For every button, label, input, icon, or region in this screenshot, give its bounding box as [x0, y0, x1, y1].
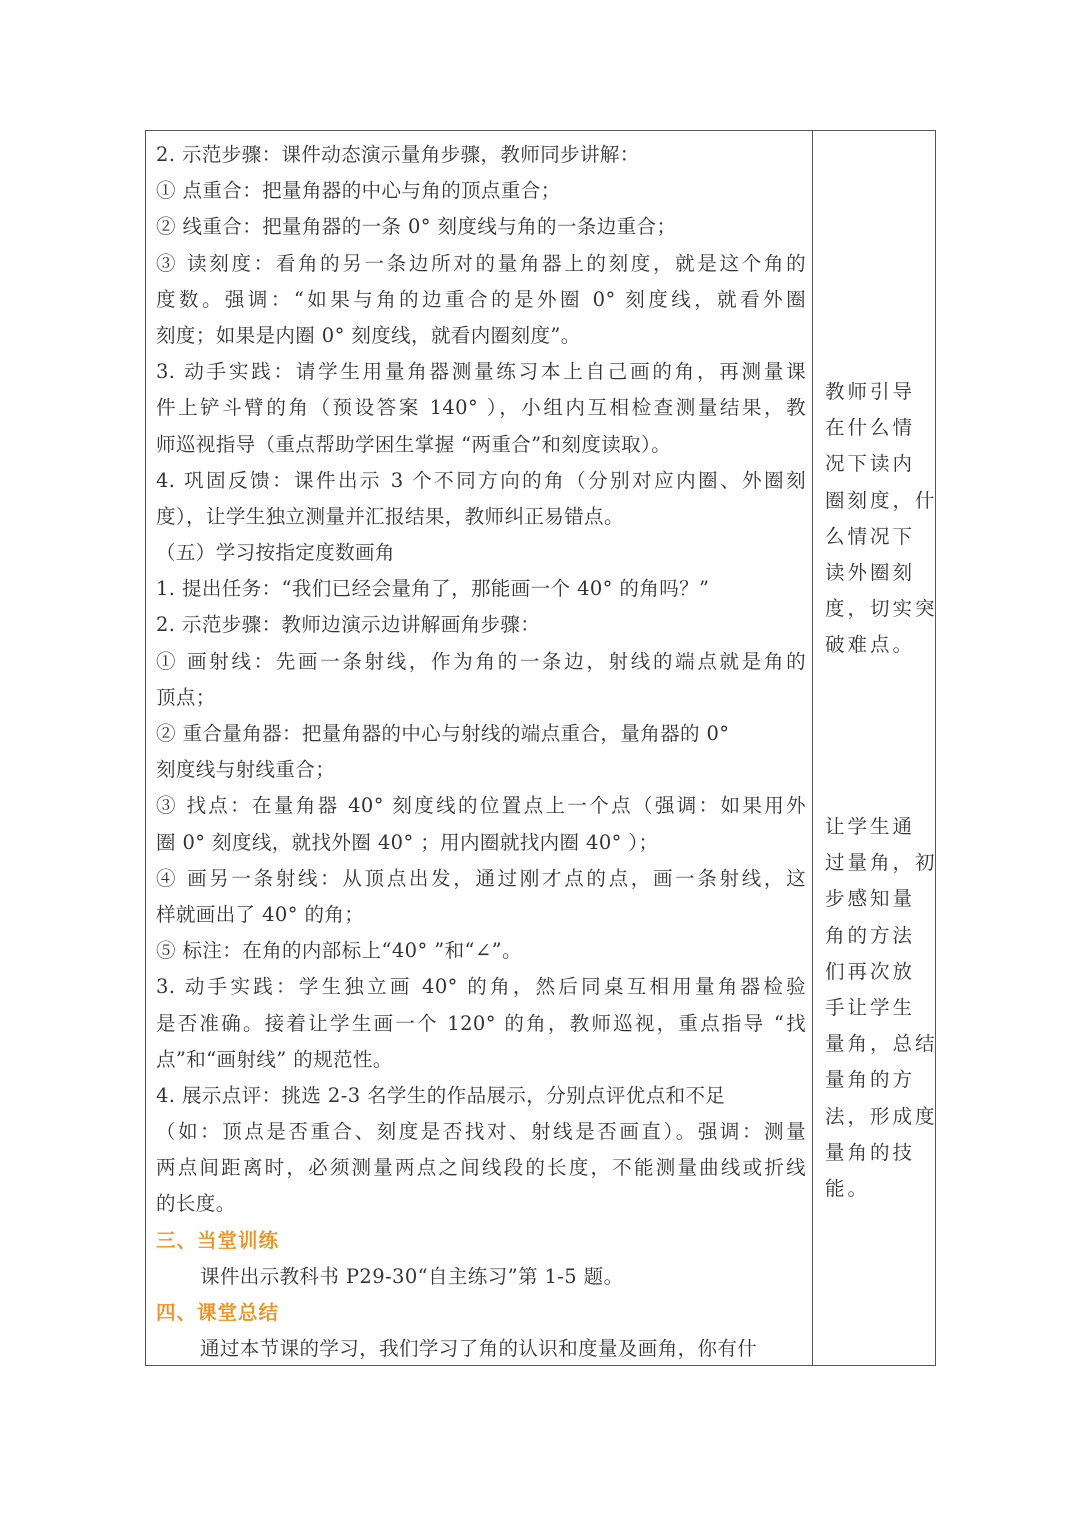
- text-line: 圈 0° 刻度线，就找外圈 40° ；用内圈就找内圈 40° ）；: [156, 830, 659, 854]
- note-line: 角的方法: [825, 923, 916, 947]
- text-line: ⑤ 标注：在角的内部标上“40° ”和“∠”。: [156, 939, 522, 963]
- text-line: ② 重合量角器：把量角器的中心与射线的端点重合，量角器的 0°: [156, 722, 730, 745]
- text-line: 1. 提出任务：“我们已经会量角了，那能画一个 40° 的角吗？”: [156, 577, 710, 601]
- section-heading-practice: 三、当堂训练: [156, 1228, 280, 1252]
- main-content-cell: [156, 137, 806, 1367]
- note-line: 让学生通: [825, 815, 916, 838]
- note-line: 么情况下: [825, 524, 916, 548]
- note-line: 量角的方: [825, 1068, 916, 1092]
- text-line: 3. 动手实践：请学生用量角器测量练习本上自己画的角，再测量课: [156, 360, 806, 384]
- text-line: 件上铲斗臂的角（预设答案 140° ），小组内互相检查测量结果，教: [156, 396, 806, 420]
- text-line: 2. 示范步骤：课件动态演示量角步骤，教师同步讲解：: [156, 143, 640, 166]
- note-line: 过量角，初: [825, 851, 938, 875]
- note-line: 读外圈刻: [825, 560, 916, 584]
- text-line: ② 线重合：把量角器的一条 0° 刻度线与角的一条边重合；: [156, 215, 677, 239]
- text-line: 师巡视指导（重点帮助学困生掌握 “两重合”和刻度读取）。: [156, 432, 672, 456]
- text-line: 点”和“画射线” 的规范性。: [156, 1047, 393, 1071]
- note-line: 量角的技: [825, 1140, 916, 1164]
- summary-text: 通过本节课的学习，我们学习了角的认识和度量及画角，你有什: [200, 1337, 758, 1361]
- text-line: 顶点；: [156, 685, 216, 709]
- text-line: ③ 读刻度：看角的另一条边所对的量角器上的刻度，就是这个角的: [156, 251, 806, 275]
- text-line: 4. 展示点评：挑选 2-3 名学生的作品展示，分别点评优点和不足: [156, 1083, 726, 1107]
- side-note-reading-scale: [825, 374, 938, 664]
- note-line: 破难点。: [825, 633, 916, 657]
- note-line: 教师引导: [825, 380, 916, 403]
- text-line: （如：顶点是否重合、刻度是否找对、射线是否画直）。强调：测量: [156, 1120, 806, 1144]
- column-divider: [812, 131, 813, 1365]
- text-line: ① 画射线：先画一条射线，作为角的一条边，射线的端点就是角的: [156, 649, 806, 673]
- note-line: 法，形成度: [825, 1104, 938, 1128]
- subsection-heading: （五）学习按指定度数画角: [156, 541, 395, 565]
- text-line: 是否准确。接着让学生画一个 120° 的角，教师巡视，重点指导 “找: [156, 1011, 806, 1035]
- text-line: 样就画出了 40° 的角；: [156, 902, 365, 926]
- note-line: 圈刻度，什: [825, 488, 938, 512]
- text-line: ① 点重合：把量角器的中心与角的顶点重合；: [156, 179, 561, 203]
- text-line: 两点间距离时，必须测量两点之间线段的长度，不能测量曲线或折线: [156, 1156, 806, 1180]
- text-line: 的长度。: [156, 1192, 236, 1216]
- text-line: 刻度；如果是内圈 0° 刻度线，就看内圈刻度”。: [156, 323, 581, 347]
- note-line: 手让学生: [825, 995, 916, 1019]
- section-heading-summary: 四、课堂总结: [156, 1301, 280, 1324]
- text-line: 2. 示范步骤：教师边演示边讲解画角步骤：: [156, 613, 541, 637]
- text-line: 4. 巩固反馈：课件出示 3 个不同方向的角（分别对应内圈、外圈刻: [156, 468, 806, 492]
- note-line: 步感知量: [825, 887, 916, 911]
- text-line: 3. 动手实践：学生独立画 40° 的角，然后同桌互相用量角器检验: [156, 975, 806, 999]
- practice-text: 课件出示教科书 P29-30“自主练习”第 1-5 题。: [200, 1264, 624, 1288]
- note-line: 们再次放: [825, 959, 916, 983]
- text-line: ③ 找点：在量角器 40° 刻度线的位置点上一个点（强调：如果用外: [156, 794, 806, 818]
- note-line: 量角，总结: [825, 1032, 938, 1056]
- text-line: 度数。强调：“如果与角的边重合的是外圈 0° 刻度线，就看外圈: [156, 287, 806, 311]
- note-line: 况下读内: [825, 452, 916, 476]
- note-line: 在什么情: [825, 416, 916, 440]
- text-line: 刻度线与射线重合；: [156, 758, 336, 782]
- side-note-measuring-skill: [825, 809, 938, 1207]
- note-line: 能。: [825, 1176, 871, 1200]
- lesson-plan-table: [145, 130, 936, 1366]
- text-line: 度），让学生独立测量并汇报结果，教师纠正易错点。: [156, 504, 624, 528]
- note-line: 度，切实突: [825, 597, 938, 621]
- text-line: ④ 画另一条射线：从顶点出发，通过刚才点的点，画一条射线，这: [156, 866, 806, 890]
